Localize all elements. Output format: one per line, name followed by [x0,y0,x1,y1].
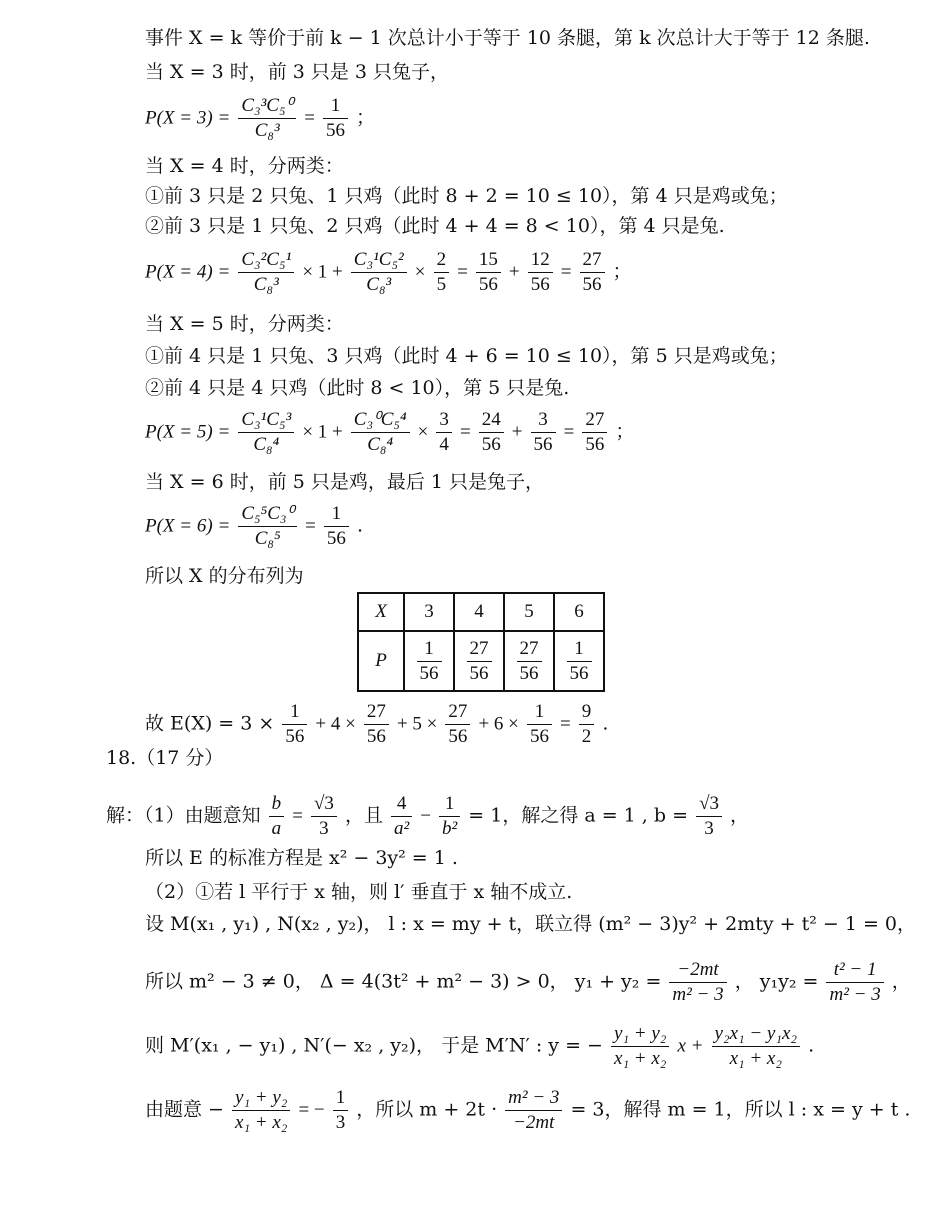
denominator: b² [442,818,458,839]
numerator: y₁ + y₂ [232,1086,290,1111]
fraction [531,408,556,457]
fraction [351,408,410,457]
fraction [417,637,442,686]
equals-sign: = [563,421,575,443]
fraction [582,408,607,457]
minus-sign: − [420,805,431,827]
formula-text: 所以 m² − 3 ≠ 0， Δ = 4(3t² + m² − 3) > 0， y₁ + y₂ = [145,970,662,993]
text-line: （2）①若 l 平行于 x 轴，则 l′ 垂直于 x 轴不成立. [145,881,573,903]
text-line: ②前 3 只是 1 只兔、2 只鸡（此时 4 + 4 = 8 < 10），第 4 只是兔. [145,215,725,237]
denominator: 56 [478,274,498,295]
denominator: 56 [582,274,602,295]
formula-text: + 5 × [396,713,438,735]
fraction [611,1022,669,1071]
numerator: 2 [434,248,450,273]
numerator: y₁ + y₂ [611,1022,669,1047]
numerator: 15 [476,248,501,273]
denominator: 56 [366,726,386,747]
fraction [479,408,504,457]
denominator: 5 [436,274,447,295]
denominator: m² − 3 [672,984,724,1005]
formula-text: × [417,421,429,443]
formula-text: P(X = 5) = [145,421,231,443]
numerator: 12 [528,248,553,273]
table-cell: 5 [504,593,554,631]
table-row [358,631,604,691]
fraction [517,637,542,686]
fraction [567,637,592,686]
numerator: m² − 3 [505,1086,562,1111]
solution-line [145,1022,814,1071]
solution-line [106,792,749,841]
formula-end: ； [615,420,635,443]
fraction [439,792,460,841]
numerator: 3 [436,408,452,433]
numerator: 1 [324,502,349,527]
fraction [505,1086,562,1135]
text-line: 当 X = 3 时，前 3 只是 3 只兔子， [145,61,450,83]
formula-text: 故 E(X) = 3 × [145,712,275,735]
formula-end: . [356,514,363,537]
fraction [696,792,722,841]
denominator: a² [394,818,410,839]
text-line: 事件 X = k 等价于前 k − 1 次总计小于等于 10 条腿，第 k 次总计大于等于 12 条腿. [145,27,870,49]
fraction [333,1086,349,1135]
text-line: 当 X = 6 时，前 5 只是鸡，最后 1 只是兔子， [145,471,545,493]
denominator: 56 [419,662,439,684]
denominator: 56 [529,726,549,747]
fraction [238,94,296,143]
formula-text: = 3，解得 m = 1，所以 l : x = y + t . [570,1098,911,1121]
fraction [282,700,307,749]
formula-text: x + [677,1035,704,1057]
text-line: ①前 4 只是 1 只兔、3 只鸡（此时 4 + 6 = 10 ≤ 10），第 5 只是鸡或兔； [145,345,788,367]
formula-text: ，且 [344,804,383,827]
denominator: x₁ + x₂ [729,1048,782,1069]
table-cell: P [358,631,404,691]
solution-line [145,1086,910,1135]
formula-text: 由题意 − [145,1098,224,1121]
equals-sign: = [304,107,315,129]
text-line: 所以 X 的分布列为 [145,565,304,587]
numerator: t² − 1 [826,958,883,983]
numerator: √3 [311,792,337,817]
fraction [238,408,294,457]
table-cell: X [358,593,404,631]
numerator: 1 [323,94,348,119]
fraction [712,1022,800,1071]
fraction [436,408,452,457]
formula-expectation [145,700,608,749]
fraction [826,958,883,1007]
numerator: 24 [479,408,504,433]
formula-p3 [145,94,375,143]
numerator: 27 [445,700,470,725]
formula-text: P(X = 3) = [145,107,231,129]
numerator: C₅⁵C₃⁰ [238,502,297,527]
fraction [269,792,285,841]
formula-text: 则 M′(x₁ , − y₁) , N′(− x₂ , y₂)， 于是 M′N′ : y = − [145,1034,603,1057]
denominator: 56 [533,434,553,455]
table-cell [554,631,604,691]
fraction [351,248,407,297]
numerator: 1 [439,792,460,817]
denominator: C₈³ [254,120,280,141]
formula-end: ， [730,804,750,827]
numerator: b [269,792,285,817]
denominator: 56 [448,726,468,747]
numerator: 27 [467,637,492,662]
denominator: x₁ + x₂ [235,1112,288,1133]
formula-text: × 1 + [302,261,343,283]
denominator: 56 [481,434,501,455]
numerator: 1 [282,700,307,725]
denominator: 56 [326,528,346,549]
formula-text: × [414,261,426,283]
fraction [323,94,348,143]
formula-text: ，所以 m + 2t · [356,1098,498,1121]
equals-sign: = [459,421,471,443]
fraction [527,700,552,749]
denominator: 3 [335,1112,346,1133]
fraction [232,1086,290,1135]
table-cell: 4 [454,593,504,631]
formula-end: ； [356,106,376,129]
equals-sign: = [560,261,572,283]
numerator: 1 [333,1086,349,1111]
text-line: 当 X = 4 时，分两类： [145,155,344,177]
denominator: C₈³ [366,274,392,295]
numerator: 27 [517,637,542,662]
numerator: 9 [579,700,595,725]
fraction [580,248,605,297]
formula-p4 [145,248,632,297]
formula-p6 [145,502,363,551]
equals-sign: = [292,805,303,827]
formula-end: ， [891,970,911,993]
numerator: 27 [582,408,607,433]
equals-sign: = [305,515,316,537]
formula-text: ， y₁y₂ = [734,970,819,993]
denominator: C₈⁴ [367,434,394,455]
fraction [238,248,294,297]
fraction [434,248,450,297]
plus-sign: + [511,421,523,443]
numerator: 1 [527,700,552,725]
numerator: 27 [580,248,605,273]
table-cell [454,631,504,691]
fraction [311,792,337,841]
formula-text: + 6 × [478,713,519,735]
denominator: −2mt [513,1112,555,1133]
numerator: 4 [391,792,412,817]
denominator: 56 [469,662,489,684]
denominator: 56 [326,120,345,141]
table-row [358,593,604,631]
formula-text: = 1，解之得 a = 1 , b = [468,804,689,827]
text-line: ②前 4 只是 4 只鸡（此时 8 < 10），第 5 只是兔. [145,377,570,399]
denominator: 56 [285,726,305,747]
denominator: 56 [585,434,605,455]
text-line: 所以 E 的标准方程是 x² − 3y² = 1 . [145,847,458,869]
numerator: 1 [417,637,442,662]
denominator: 56 [519,662,539,684]
text-line: ①前 3 只是 2 只兔、1 只鸡（此时 8 + 2 = 10 ≤ 10），第 4 只是鸡或兔； [145,185,788,207]
fraction [391,792,412,841]
distribution-table [357,592,605,692]
denominator: a [271,818,282,839]
fraction [669,958,726,1007]
numerator: C₃³C₅⁰ [238,94,296,119]
numerator: C₃¹C₅² [351,248,407,273]
solution-line [145,958,911,1007]
fraction [476,248,501,297]
formula-end: . [602,712,609,735]
numerator: y₂x₁ − y₁x₂ [712,1022,800,1047]
formula-text: + 4 × [315,713,356,735]
question-heading: 18.（17 分） [106,747,224,769]
denominator: 3 [319,818,329,839]
fraction [364,700,389,749]
denominator: 56 [530,274,550,295]
formula-end: . [808,1034,815,1057]
denominator: x₁ + x₂ [614,1048,667,1069]
numerator: C₃²C₅¹ [238,248,294,273]
formula-end: ； [612,260,632,283]
denominator: C₈⁴ [253,434,280,455]
denominator: 56 [569,662,589,684]
fraction [528,248,553,297]
formula-text: P(X = 6) = [145,515,231,537]
table-cell: 3 [404,593,454,631]
numerator: −2mt [669,958,726,983]
formula-text: 解：（1）由题意知 [106,804,261,827]
table-cell: 6 [554,593,604,631]
formula-text: P(X = 4) = [145,261,231,283]
table-cell [504,631,554,691]
text-line: 设 M(x₁ , y₁) , N(x₂ , y₂)， l : x = my + t，联立得 (m² − 3)y² + 2mty + t² − 1 = 0， [145,913,917,935]
plus-sign: + [508,261,520,283]
formula-text: × 1 + [302,421,343,443]
fraction [324,502,349,551]
numerator: C₃⁰C₅⁴ [351,408,410,433]
fraction [579,700,595,749]
numerator: 27 [364,700,389,725]
fraction [467,637,492,686]
denominator: 3 [704,818,714,839]
formula-p5 [145,408,634,457]
equals-sign: = [560,713,571,735]
numerator: 1 [567,637,592,662]
denominator: m² − 3 [829,984,881,1005]
denominator: 4 [439,434,449,455]
numerator: √3 [696,792,722,817]
table-cell [404,631,454,691]
denominator: 2 [581,726,592,747]
text-line: 当 X = 5 时，分两类： [145,313,344,335]
fraction [238,502,297,551]
numerator: C₃¹C₅³ [238,408,294,433]
denominator: C₈⁵ [254,528,281,549]
numerator: 3 [531,408,556,433]
equals-sign: = [457,261,468,283]
formula-text: = − [298,1099,325,1121]
denominator: C₈³ [253,274,279,295]
fraction [445,700,470,749]
